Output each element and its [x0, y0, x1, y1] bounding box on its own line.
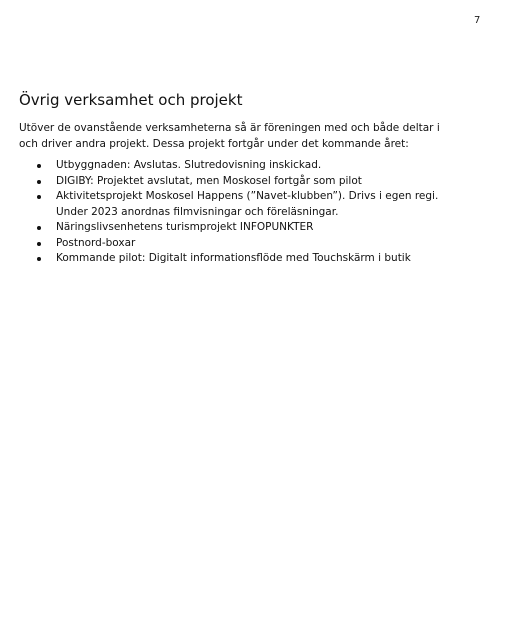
list-item-text: DIGIBY: Projektet avslutat, men Moskosel fortgår som pilot — [56, 174, 362, 187]
bullet-icon — [37, 242, 41, 246]
bullet-icon — [37, 164, 41, 168]
page-number: 7 — [474, 15, 481, 26]
list-item — [0, 236, 438, 252]
project-list — [0, 158, 438, 267]
list-item-text: Kommande pilot: Digitalt informationsflöde med Touchskärm i butik — [56, 252, 411, 264]
bullet-icon — [37, 195, 41, 199]
list-item — [0, 251, 438, 267]
intro-line: och driver andra projekt. Dessa projekt fortgår under det kommande året: — [19, 137, 409, 150]
list-item-text: Postnord-boxar — [56, 236, 136, 249]
list-item — [0, 158, 438, 174]
list-item-text: Aktivitetsprojekt Moskosel Happens (”Navet-klubben”). Drivs i egen regi. — [56, 190, 439, 202]
list-item — [0, 174, 438, 190]
list-item-text: Näringslivsenhetens turismprojekt INFOPUNKTER — [56, 221, 314, 233]
intro-paragraph — [19, 121, 479, 152]
list-item-text-continued: Under 2023 anordnas filmvisningar och föreläsningar. — [56, 205, 339, 218]
section-heading: Övrig verksamhet och projekt — [19, 91, 243, 109]
bullet-icon — [37, 257, 41, 261]
list-item — [0, 220, 438, 236]
list-item — [0, 189, 438, 220]
intro-line: Utöver de ovanstående verksamheterna så är föreningen med och både deltar i — [19, 122, 440, 134]
bullet-icon — [37, 180, 41, 184]
bullet-icon — [37, 226, 41, 230]
list-item-text: Utbyggnaden: Avslutas. Slutredovisning inskickad. — [56, 159, 322, 171]
